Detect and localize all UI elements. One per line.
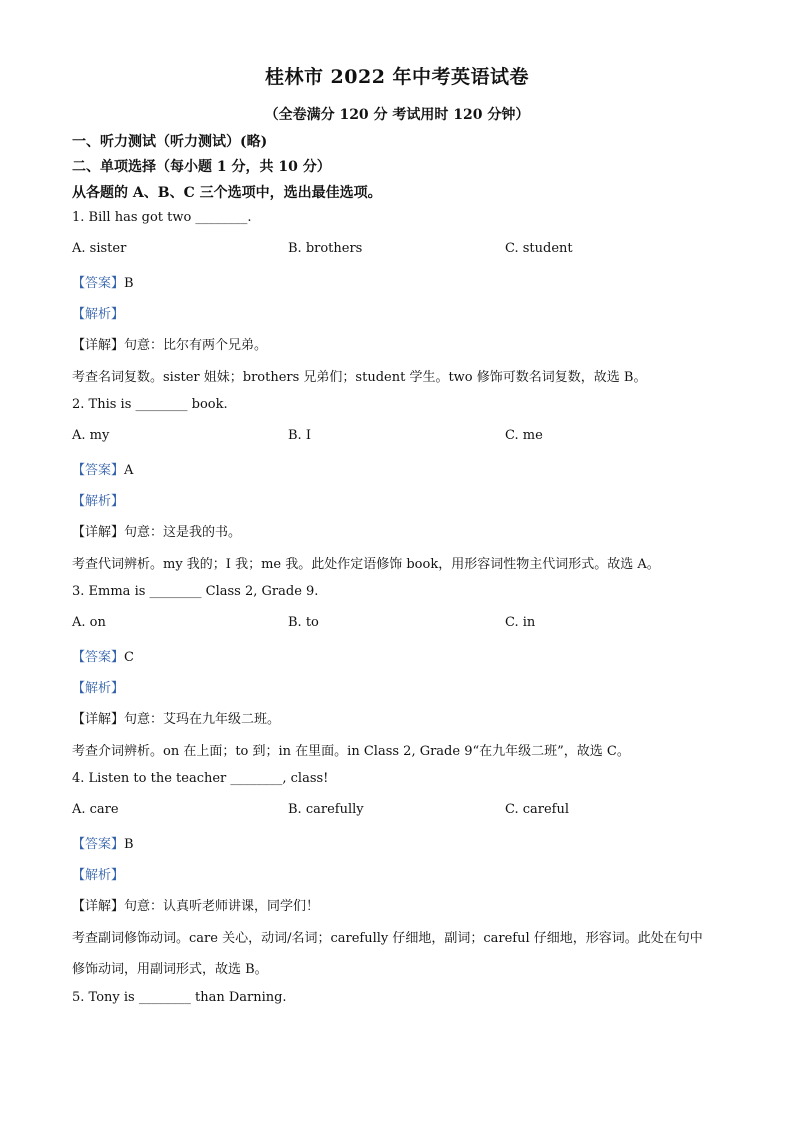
question-4-option-a: A. care xyxy=(72,802,119,817)
detail-tag: 【详解】 xyxy=(72,525,125,540)
question-1-detail xyxy=(72,334,267,353)
question-2-explanation: 考查代词辨析。my 我的；I 我；me 我。此处作定语修饰 book，用形容词性物主代词形式。故选 A。 xyxy=(72,557,660,572)
answer-value: B xyxy=(124,837,134,852)
question-4-stem: 4. Listen to the teacher ________, class! xyxy=(72,771,329,786)
section-single-choice: 二、单项选择（每小题 1 分，共 10 分） xyxy=(72,159,331,175)
detail-text: 句意：认真听老师讲课，同学们！ xyxy=(124,899,320,914)
question-4-answer xyxy=(72,833,134,852)
question-1-option-c: C. student xyxy=(505,241,573,256)
question-3-option-a: A. on xyxy=(72,615,106,630)
answer-value: A xyxy=(124,463,134,478)
answer-tag: 【答案】 xyxy=(72,276,125,291)
question-3-analysis-tag xyxy=(72,677,124,696)
section-instruction: 从各题的 A、B、C 三个选项中，选出最佳选项。 xyxy=(72,185,382,201)
detail-text: 句意：艾玛在九年级二班。 xyxy=(124,712,281,727)
analysis-tag: 【解析】 xyxy=(72,868,125,883)
question-4-option-c: C. careful xyxy=(505,802,570,817)
detail-tag: 【详解】 xyxy=(72,338,125,353)
question-5-stem: 5. Tony is ________ than Darning. xyxy=(72,990,287,1005)
question-2-option-c: C. me xyxy=(505,428,543,443)
question-2-analysis-tag xyxy=(72,490,124,509)
answer-tag: 【答案】 xyxy=(72,837,125,852)
question-2-option-a: A. my xyxy=(72,428,110,443)
answer-tag: 【答案】 xyxy=(72,463,125,478)
detail-text: 句意：比尔有两个兄弟。 xyxy=(124,338,268,353)
exam-title: 桂林市 2022 年中考英语试卷 xyxy=(264,66,530,88)
question-3-answer xyxy=(72,646,134,665)
question-4-option-b: B. carefully xyxy=(288,802,364,817)
question-2-option-b: B. I xyxy=(288,428,311,443)
answer-value: C xyxy=(124,650,134,665)
answer-value: B xyxy=(124,276,134,291)
question-1-stem: 1. Bill has got two ________. xyxy=(72,210,252,225)
question-2-answer xyxy=(72,459,133,478)
question-4-explanation-line1: 考查副词修饰动词。care 关心，动词/名词；carefully 仔细地，副词；careful 仔细地，形容词。此处在句中 xyxy=(72,931,703,946)
analysis-tag: 【解析】 xyxy=(72,681,125,696)
answer-tag: 【答案】 xyxy=(72,650,125,665)
section-listening: 一、听力测试（听力测试）(略) xyxy=(72,134,268,150)
detail-tag: 【详解】 xyxy=(72,899,125,914)
question-3-detail xyxy=(72,708,280,727)
question-1-explanation: 考查名词复数。sister 姐妹；brothers 兄弟们；student 学生。two 修饰可数名词复数，故选 B。 xyxy=(72,370,647,385)
analysis-tag: 【解析】 xyxy=(72,307,125,322)
detail-tag: 【详解】 xyxy=(72,712,125,727)
question-3-explanation: 考查介词辨析。on 在上面；to 到；in 在里面。in Class 2, Grade 9“在九年级二班”，故选 C。 xyxy=(72,744,630,759)
detail-text: 句意：这是我的书。 xyxy=(124,525,242,540)
question-3-stem: 3. Emma is ________ Class 2, Grade 9. xyxy=(72,584,319,599)
question-1-option-b: B. brothers xyxy=(288,241,363,256)
question-2-detail xyxy=(72,521,241,540)
question-3-option-b: B. to xyxy=(288,615,319,630)
question-1-option-a: A. sister xyxy=(72,241,127,256)
question-2-stem: 2. This is ________ book. xyxy=(72,397,228,412)
question-4-explanation-line2: 修饰动词，用副词形式，故选 B。 xyxy=(72,962,268,977)
question-1-analysis-tag xyxy=(72,303,124,322)
exam-subtitle: （全卷满分 120 分 考试用时 120 分钟） xyxy=(264,107,530,123)
analysis-tag: 【解析】 xyxy=(72,494,125,509)
question-3-option-c: C. in xyxy=(505,615,536,630)
question-4-analysis-tag xyxy=(72,864,124,883)
question-4-detail xyxy=(72,895,319,914)
question-1-answer xyxy=(72,272,134,291)
